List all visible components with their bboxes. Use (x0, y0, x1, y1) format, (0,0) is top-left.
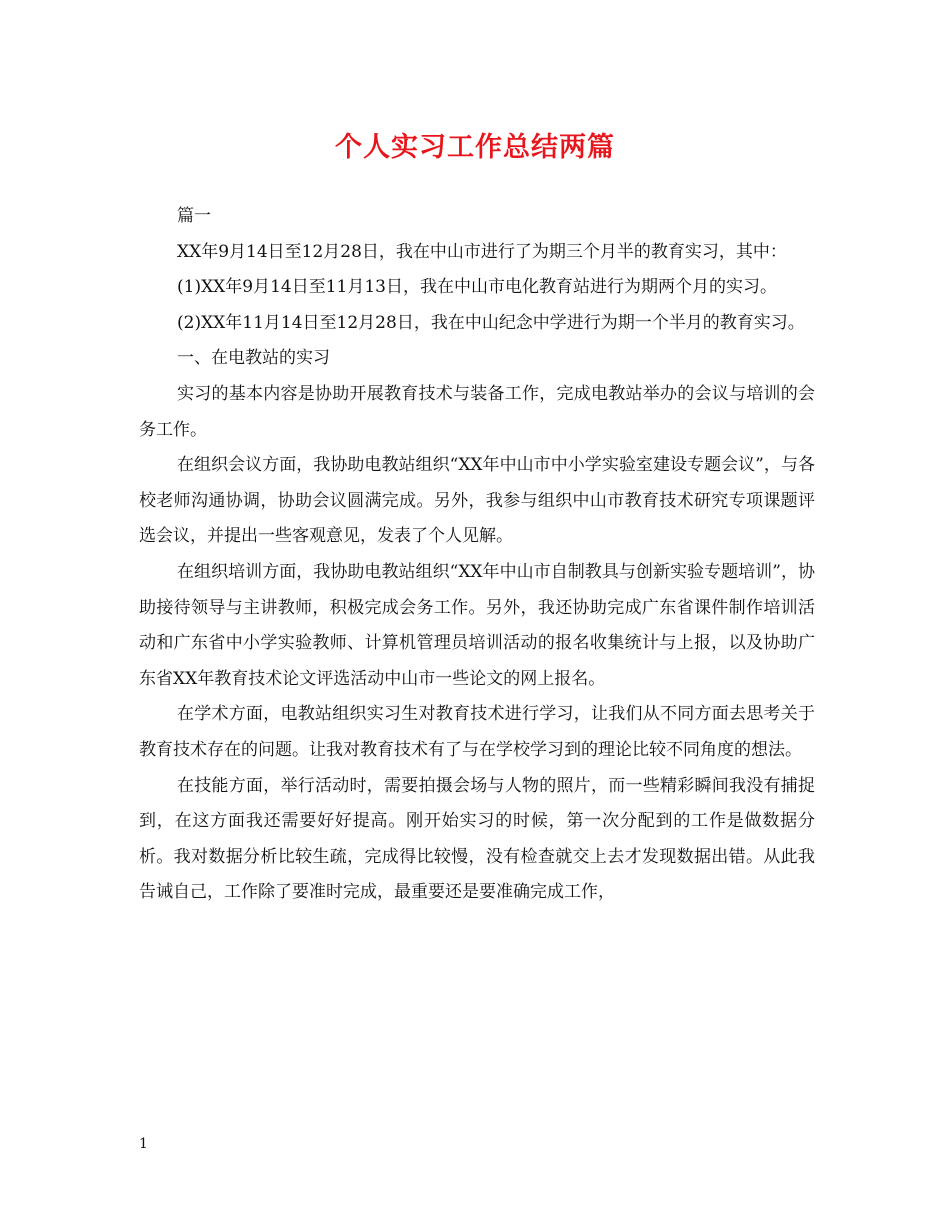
section-heading: 一、在电教站的实习 (177, 348, 330, 369)
document-body (139, 199, 815, 911)
paragraph: 在技能方面，举行活动时，需要拍摄会场与人物的照片，而一些精彩瞬间我没有捕捉到，在这方面我还需要好好提高。刚开始实习的时候，第一次分配到的工作是做数据分析。我对数据分析比较生疏，完成得比较慢，没有检查就交上去才发现数据出错。从此我告诫自己，工作除了要准时完成，最重要还是要准确完成工作， (139, 775, 815, 903)
paragraph: 在组织培训方面，我协助电教站组织“XX年中山市自制教具与创新实验专题培训”，协助接待领导与主讲教师，积极完成会务工作。另外，我还协助完成广东省课件制作培训活动和广东省中小学实验教师、计算机管理员培训活动的报名收集统计与上报，以及协助广东省XX年教育技术论文评选活动中山市一些论文的网上报名。 (139, 561, 815, 689)
paragraph: (1)XX年9月14日至11月13日，我在中山市电化教育站进行为期两个月的实习。 (177, 277, 777, 298)
paragraph: (2)XX年11月14日至12月28日，我在中山纪念中学进行为期一个半月的教育实习。 (177, 312, 805, 333)
paragraph-section-label: 篇一 (177, 206, 211, 226)
paragraph: 在学术方面，电教站组织实习生对教育技术进行学习，让我们从不同方面去思考关于教育技术存在的问题。让我对教育技术有了与在学校学习到的理论比较不同角度的想法。 (139, 704, 815, 760)
document-title: 个人实习工作总结两篇 (335, 132, 615, 163)
page-number: 1 (139, 1136, 148, 1152)
paragraph: 实习的基本内容是协助开展教育技术与装备工作，完成电教站举办的会议与培训的会务工作。 (139, 383, 815, 440)
paragraph: 在组织会议方面，我协助电教站组织“XX年中山市中小学实验室建设专题会议”，与各校老师沟通协调，协助会议圆满完成。另外，我参与组织中山市教育技术研究专项课题评选会议，并提出一些客观意见，发表了个人见解。 (139, 455, 815, 547)
paragraph: XX年9月14日至12月28日，我在中山市进行了为期三个月半的教育实习，其中： (177, 241, 787, 262)
